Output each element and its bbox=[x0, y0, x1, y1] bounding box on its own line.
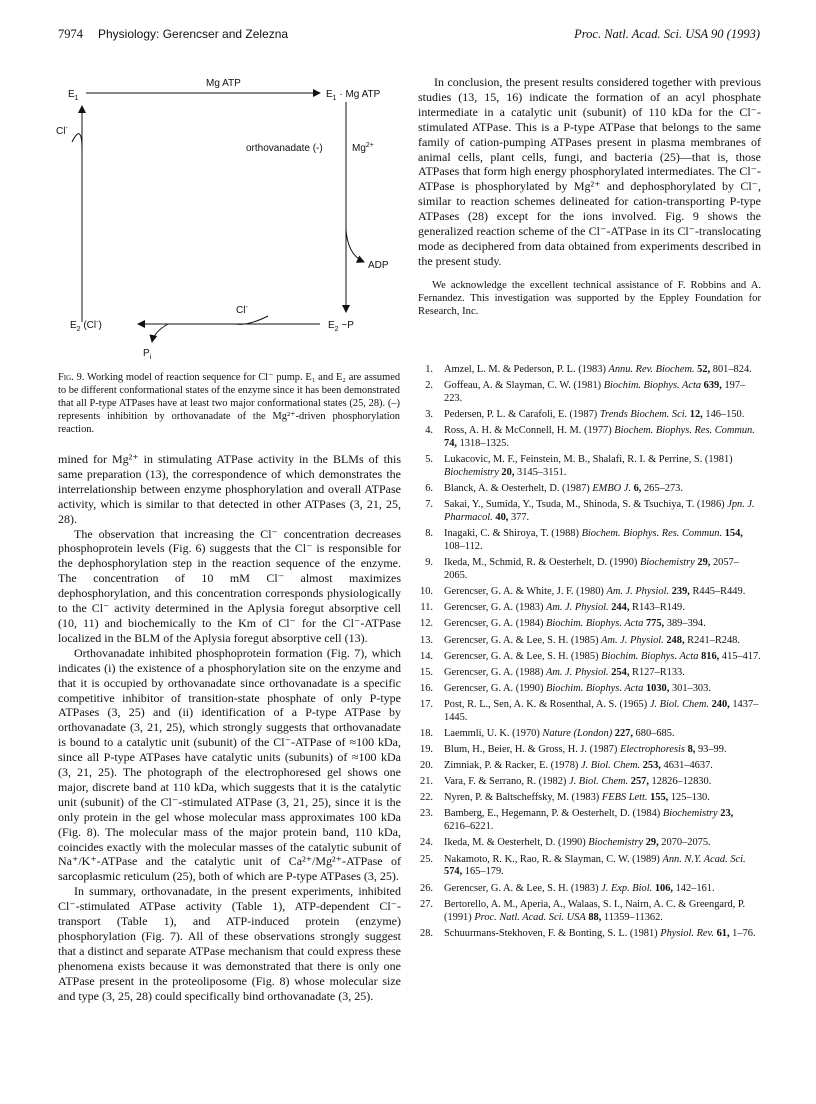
reference-item bbox=[418, 380, 761, 406]
reference-volume: 88, bbox=[585, 911, 602, 923]
reference-authors: Ikeda, M., Schmid, R. & Oesterhelt, D. (1990) bbox=[444, 557, 640, 569]
reference-journal: Nature (London) bbox=[542, 727, 613, 739]
orthovanadate-label: orthovanadate (-) bbox=[246, 143, 323, 154]
reference-item bbox=[418, 667, 761, 680]
reference-volume: 240, bbox=[708, 698, 730, 710]
reference-pages: R445–R449. bbox=[689, 586, 746, 598]
arrow-cl-in bbox=[236, 316, 268, 324]
reference-pages: 108–112. bbox=[444, 541, 483, 553]
reference-pages: 2070–2075. bbox=[658, 837, 711, 849]
reference-authors: Sakai, Y., Sumida, Y., Tsuda, M., Shinoda, S. & Tsuchiya, T. (1986) bbox=[444, 499, 728, 511]
reference-item bbox=[418, 837, 761, 850]
reference-pages: 415–417. bbox=[719, 650, 761, 662]
e2p-label: $E_2$ ~P bbox=[328, 320, 354, 333]
reference-authors: Gerencser, G. A. & Lee, S. H. (1983) bbox=[444, 882, 602, 894]
right-column-body bbox=[418, 75, 761, 328]
reference-authors: Amzel, L. M. & Pederson, P. L. (1983) bbox=[444, 364, 609, 375]
reference-pages: 146–150. bbox=[702, 409, 745, 421]
reference-authors: Gerencser, G. A. (1983) bbox=[444, 602, 547, 614]
reference-journal: FEBS Lett. bbox=[601, 792, 648, 804]
reference-pages: R241–R248. bbox=[684, 634, 740, 646]
reference-item bbox=[418, 776, 761, 789]
reference-number: 15. bbox=[420, 666, 433, 678]
reference-journal: Biochemistry bbox=[662, 808, 718, 820]
reaction-scheme-diagram bbox=[58, 50, 408, 370]
reference-number: 21. bbox=[420, 776, 433, 788]
reference-journal: Am. J. Physiol. bbox=[601, 634, 664, 646]
reference-item bbox=[418, 728, 761, 741]
reference-authors: Ross, A. H. & McConnell, H. M. (1977) bbox=[444, 425, 615, 437]
reference-item bbox=[418, 425, 761, 451]
reference-journal: Proc. Natl. Acad. Sci. USA bbox=[474, 911, 586, 923]
reference-journal: Biochemistry bbox=[444, 467, 499, 479]
reference-journal: Biochemistry bbox=[639, 557, 695, 569]
reference-number: 19. bbox=[420, 744, 433, 756]
reference-journal: Annu. Rev. Biochem. bbox=[608, 364, 695, 375]
reference-pages: R127–R133. bbox=[629, 666, 685, 678]
reference-authors: Gerencser, G. A. (1984) bbox=[444, 618, 547, 630]
reference-number: 10. bbox=[420, 586, 433, 598]
reference-item bbox=[418, 635, 761, 648]
reference-authors: Blum, H., Beier, H. & Gross, H. J. (1987) bbox=[444, 744, 620, 756]
reference-volume: 20, bbox=[498, 467, 515, 479]
left-column-body bbox=[58, 452, 401, 1004]
running-head: Physiology: Gerencser and Zelezna bbox=[98, 27, 289, 41]
reference-volume: 6, bbox=[631, 483, 642, 495]
reference-pages: 4631–4637. bbox=[660, 760, 713, 772]
reference-pages: 3145–3151. bbox=[514, 467, 567, 479]
reference-number: 5. bbox=[425, 454, 433, 466]
reference-journal: J. Exp. Biol. bbox=[601, 882, 653, 894]
reference-pages: 197–223. bbox=[444, 380, 746, 404]
reference-authors: Nyren, P. & Baltscheffsky, M. (1983) bbox=[444, 792, 602, 804]
reference-item bbox=[418, 651, 761, 664]
reference-number: 13. bbox=[420, 634, 433, 646]
reference-authors: Gerencser, G. A. & White, J. F. (1980) bbox=[444, 586, 607, 598]
reference-number: 14. bbox=[420, 650, 433, 662]
reference-volume: 248, bbox=[663, 634, 685, 646]
mgatp-label: Mg ATP bbox=[206, 78, 241, 89]
reference-volume: 639, bbox=[701, 380, 722, 392]
reference-pages: 93–99. bbox=[695, 744, 727, 756]
reference-volume: 257, bbox=[628, 776, 649, 788]
reference-volume: 574, bbox=[444, 866, 463, 878]
reference-pages: 801–824. bbox=[710, 364, 752, 375]
reference-pages: 377. bbox=[508, 512, 530, 524]
reference-pages: 680–685. bbox=[632, 727, 675, 739]
reference-authors: Gerencser, G. A. & Lee, S. H. (1985) bbox=[444, 650, 602, 662]
reference-authors: Goffeau, A. & Slayman, C. W. (1981) bbox=[444, 380, 604, 392]
reference-journal: Am. J. Physiol. bbox=[546, 602, 609, 614]
reference-item bbox=[418, 483, 761, 496]
reference-number: 25. bbox=[420, 853, 433, 865]
reference-journal: Biochem. Biophys. Res. Commun. bbox=[614, 425, 755, 437]
reference-number: 1. bbox=[425, 364, 433, 375]
reference-volume: 253, bbox=[640, 760, 661, 772]
reference-authors: Ikeda, M. & Oesterhelt, D. (1990) bbox=[444, 837, 589, 849]
reference-volume: 61, bbox=[713, 927, 730, 939]
reference-journal: Trends Biochem. Sci. bbox=[599, 409, 688, 421]
reference-authors: Laemmli, U. K. (1970) bbox=[444, 727, 543, 739]
figure-caption-label: Fig. 9. bbox=[58, 372, 85, 383]
reference-number: 28. bbox=[420, 927, 433, 939]
body-paragraph: In summary, orthovanadate, in the present experiments, inhibited Cl⁻-stimulated ATPase activity (Table 1), ATP-dependent Cl⁻-transport (Table 1), and ATP-induced protein (enzyme) phosphorylation (Fig. 7). All of these observations strongly suggest that a distinct and separate ATPase mechanism that could express these phenomena exists because it was demonstrated that there is only one ATPase present in the proteoliposome (Fig. 8) whose molecular size and type (3, 25, 28) could specifically bind orthovanadate (3, 25). bbox=[58, 884, 401, 1003]
reference-item bbox=[418, 928, 761, 941]
reference-volume: 52, bbox=[694, 364, 711, 375]
arrow-adp-release bbox=[346, 230, 364, 262]
reference-item bbox=[418, 454, 761, 480]
reference-item bbox=[418, 683, 761, 696]
reference-item bbox=[418, 808, 761, 834]
reference-volume: 155, bbox=[647, 792, 669, 804]
reference-journal: J. Biol. Chem. bbox=[580, 760, 641, 772]
pi-label: $P_i$ bbox=[143, 348, 152, 361]
reference-journal: Jpn. J. Pharmacol. bbox=[444, 499, 755, 524]
reference-journal: Biochim. Biophys. Acta bbox=[546, 682, 644, 694]
reference-pages: 125–130. bbox=[668, 792, 710, 804]
reference-authors: Nakamoto, R. K., Rao, R. & Slayman, C. W. (1989) bbox=[444, 853, 663, 865]
reference-number: 12. bbox=[420, 618, 433, 630]
reference-number: 17. bbox=[420, 698, 433, 710]
reference-volume: 816, bbox=[698, 650, 720, 662]
reference-volume: 8, bbox=[684, 744, 696, 756]
reference-pages: 1318–1325. bbox=[457, 438, 509, 450]
reference-pages: 12826–12830. bbox=[648, 776, 712, 788]
e1-label: $E_1$ bbox=[68, 89, 79, 102]
reference-journal: Biochim. Biophys. Acta bbox=[546, 618, 644, 630]
reference-item bbox=[418, 499, 761, 525]
reference-number: 8. bbox=[425, 528, 433, 540]
reference-item bbox=[418, 557, 761, 583]
reference-journal: EMBO J. bbox=[592, 483, 631, 495]
journal-citation: Proc. Natl. Acad. Sci. USA 90 (1993) bbox=[574, 27, 760, 41]
reference-authors: Pedersen, P. L. & Carafoli, E. (1987) bbox=[444, 409, 600, 421]
page-number: 7974 bbox=[58, 27, 83, 41]
reference-volume: 227, bbox=[612, 727, 633, 739]
reference-item bbox=[418, 699, 761, 725]
reference-authors: Vara, F. & Serrano, R. (1982) bbox=[444, 776, 569, 788]
body-paragraph: mined for Mg²⁺ in stimulating ATPase activity in the BLMs of this same preparation (13), the correspondence of which demonstrates the interrelationship between enzyme phosphorylation and overall ATPase activity, which is similar to that detected in other ATPases (3, 21, 25, 28). bbox=[58, 452, 401, 526]
reference-number: 3. bbox=[425, 409, 433, 421]
reference-volume: 244, bbox=[608, 602, 630, 614]
reference-authors: Gerencser, G. A. (1988) bbox=[444, 666, 547, 678]
reference-journal: J. Biol. Chem. bbox=[649, 698, 709, 710]
reference-pages: 1437–1445. bbox=[444, 698, 759, 723]
body-paragraph: The observation that increasing the Cl⁻ concentration decreases phosphoprotein levels (Fig. 6) suggests that the Cl⁻ is responsible for the dephosphorylation step in the reaction sequence of the enzyme. The concentration of 10 mM Cl⁻ almost maximizes dephosphorylation, and this concentration corresponds physiologically to the Cl⁻ activity determined in the Aplysia foregut absorptive cell (10, 11) and biochemically to the Km of Cl⁻ for the Cl⁻-ATPase localized in the BLM of the Aplysia foregut absorptive cell (13). bbox=[58, 526, 401, 645]
reference-volume: 29, bbox=[643, 837, 659, 849]
reference-journal: Biochemistry bbox=[588, 837, 644, 849]
reference-number: 7. bbox=[425, 499, 433, 511]
reference-list bbox=[418, 364, 761, 944]
reference-volume: 106, bbox=[652, 882, 673, 894]
reference-authors: Bertorello, A. M., Aperia, A., Walaas, S. I., Nairn, A. C. & Greengard, P. (1991) bbox=[444, 898, 746, 923]
reference-authors: Gerencser, G. A. (1990) bbox=[444, 682, 547, 694]
reference-item bbox=[418, 586, 761, 599]
reference-journal: Am. J. Physiol. bbox=[606, 586, 670, 598]
reference-number: 6. bbox=[425, 483, 433, 495]
reference-number: 4. bbox=[425, 425, 433, 437]
reference-item bbox=[418, 618, 761, 631]
reference-item bbox=[418, 364, 761, 377]
reference-volume: 40, bbox=[492, 512, 509, 524]
reference-journal: Physiol. Rev. bbox=[660, 927, 714, 939]
reference-number: 2. bbox=[425, 380, 433, 392]
arrow-e2-to-e1 bbox=[72, 134, 82, 322]
conclusion-paragraph: In conclusion, the present results considered together with previous studies (13, 15, 16) indicate the formation of an acyl phosphate intermediate in a catalytic unit (subunit) of 110 kDa for the Cl⁻-stimulated ATPase. This is a P-type ATPase that belongs to the same family of cation-pumping ATPases present in plasma membranes of animal cells, plant cells, fungi, and bacteria (25)—that is, those ATPases that form high energy phosphorylated intermediates. The Cl⁻-ATPase is phosphorylated by Mg²⁺ and dephosphorylated by Cl⁻, similar to reaction schemes delineated for cation-transporting P-type ATPases (28) except for the ions involved. Fig. 9 shows the generalized reaction scheme of the Cl⁻-ATPase in its Cl⁻-translocating mode as deciphered from data obtained from experiments described in the present study. bbox=[418, 75, 761, 268]
cl-dephos-label: Cl- bbox=[236, 304, 248, 316]
reference-volume: 29, bbox=[694, 557, 711, 569]
reference-pages: 6216–6221. bbox=[444, 821, 494, 833]
reference-authors: Bamberg, E., Hegemann, P. & Oesterhelt, D. (1984) bbox=[444, 808, 663, 820]
reference-pages: 165–179. bbox=[462, 866, 504, 878]
reference-volume: 154, bbox=[722, 528, 743, 540]
reference-pages: R143–R149. bbox=[629, 602, 685, 614]
reference-number: 26. bbox=[420, 882, 433, 894]
reference-item bbox=[418, 854, 761, 880]
reference-number: 11. bbox=[420, 602, 433, 614]
cl-binding-label: Cl- bbox=[56, 125, 68, 137]
figure-caption bbox=[58, 371, 400, 436]
reference-pages: 1–76. bbox=[729, 927, 756, 939]
reference-volume: 74, bbox=[444, 438, 457, 450]
reference-volume: 12, bbox=[687, 409, 703, 421]
reference-journal: Biochim. Biophys. Acta bbox=[601, 650, 699, 662]
e1-mgatp-label: $E_1 \cdot Mg$ ATP bbox=[326, 89, 381, 102]
body-paragraph: Orthovanadate inhibited phosphoprotein formation (Fig. 7), which indicates (i) the existence of a phosphorylation site on the enzyme and that it is occupied by orthovanadate since orthovanadate is a specific competitive inhibitor of transition-state phosphate of only P-type ATPases (3, 25) and (ii) identification of a P-type ATPase by orthovanadate (3, 21, 25), which strongly suggests that orthovanadate is bound to a catalytic unit (subunit) of the Cl⁻-ATPase of ≈100 kDa, since all P-type ATPases have catalytic units (subunits) of ≈100 kDa (3, 21, 25). The photograph of the electrophoresed gel shows one major, discrete band at 110 kDa, which suggests that it is the catalytic unit (subunit) of the Cl⁻-stimulated ATPase (3, 21, 25), since it is the only protein in the gel whose molecular mass approximates 100 kDa (Fig. 8). The molecular mass of the major protein band, 110 kDa, coincides exactly with the molecular masses of the catalytic subunit of Na⁺/K⁺-ATPase and the catalytic unit of Ca²⁺/Mg²⁺-ATPase of sarcoplasmic reticulum (25), both of which are P-type ATPases (3, 25). bbox=[58, 645, 401, 884]
reference-item bbox=[418, 744, 761, 757]
reference-volume: 1030, bbox=[643, 682, 670, 694]
reference-volume: 23, bbox=[717, 808, 734, 820]
reference-item bbox=[418, 528, 761, 554]
reference-authors: Gerencser, G. A. & Lee, S. H. (1985) bbox=[444, 634, 602, 646]
reference-journal: Am. J. Physiol. bbox=[546, 666, 609, 678]
reference-pages: 2057–2065. bbox=[444, 557, 739, 582]
reference-authors: Schuurmans-Stekhoven, F. & Bonting, S. L. (1981) bbox=[444, 927, 661, 939]
reference-item bbox=[418, 792, 761, 805]
reference-journal: J. Biol. Chem. bbox=[569, 776, 629, 788]
reference-pages: 265–273. bbox=[641, 483, 683, 495]
arrow-pi-release bbox=[152, 324, 168, 342]
reference-journal: Biochim. Biophys. Acta bbox=[603, 380, 702, 392]
reference-volume: 254, bbox=[608, 666, 630, 678]
reference-number: 9. bbox=[425, 557, 433, 569]
reference-pages: 389–394. bbox=[664, 618, 706, 630]
reference-number: 27. bbox=[420, 898, 433, 910]
reference-authors: Zimniak, P. & Racker, E. (1978) bbox=[444, 760, 581, 772]
reference-pages: 301–303. bbox=[669, 682, 711, 694]
mg-label: $Mg^{2+}$ bbox=[352, 142, 374, 154]
acknowledgment: We acknowledge the excellent technical assistance of F. Robbins and A. Fernandez. This investigation was supported by the Eppley Foundation for Research, Inc. bbox=[418, 279, 761, 317]
reference-volume: 775, bbox=[643, 618, 665, 630]
reference-pages: 142–161. bbox=[673, 882, 715, 894]
reference-authors: Inagaki, C. & Shiroya, T. (1988) bbox=[444, 528, 582, 540]
reference-number: 18. bbox=[420, 727, 433, 739]
reference-item bbox=[418, 760, 761, 773]
e2-cl-label: $E_2$ (Cl-) bbox=[70, 319, 102, 333]
page-header bbox=[58, 27, 760, 45]
reference-journal: Biochem. Biophys. Res. Commun. bbox=[581, 528, 723, 540]
reference-item bbox=[418, 899, 761, 925]
reference-number: 24. bbox=[420, 837, 433, 849]
reference-number: 22. bbox=[420, 792, 433, 804]
reference-volume: 239, bbox=[669, 586, 690, 598]
reference-journal: Electrophoresis bbox=[619, 744, 685, 756]
reference-pages: 11359–11362. bbox=[601, 911, 663, 923]
reference-item bbox=[418, 602, 761, 615]
adp-label: ADP bbox=[368, 260, 389, 271]
reference-journal: Ann. N.Y. Acad. Sci. bbox=[662, 853, 746, 865]
reference-number: 16. bbox=[420, 682, 433, 694]
reference-item bbox=[418, 883, 761, 896]
figure-caption-text: Working model of reaction sequence for Cl⁻ pump. E₁ and E₂ are assumed to be different conformational states of the enzyme since it has been demonstrated that all P-type ATPases have at least two major conformational states (25, 28). (–) represents inhibition by orthovanadate of the Mg²⁺-driven phosphorylation reaction. bbox=[58, 372, 401, 435]
reference-item bbox=[418, 409, 761, 422]
reference-authors: Lukacovic, M. F., Feinstein, M. B., Shalafi, R. I. & Perrine, S. (1981) bbox=[444, 454, 733, 466]
reference-number: 20. bbox=[420, 760, 433, 772]
reference-authors: Blanck, A. & Oesterhelt, D. (1987) bbox=[444, 483, 593, 495]
reference-number: 23. bbox=[420, 808, 433, 820]
reference-authors: Post, R. L., Sen, A. K. & Rosenthal, A. S. (1965) bbox=[444, 698, 650, 710]
